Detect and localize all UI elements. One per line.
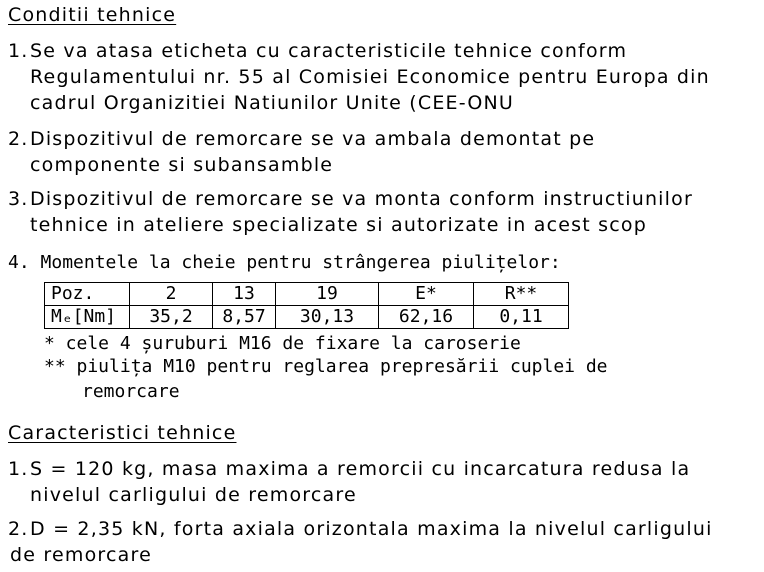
table-cell: 0,11: [474, 306, 569, 329]
item-number: 4.: [8, 252, 30, 273]
item-number: 2.: [8, 518, 29, 540]
heading-caracteristici-tehnice: Caracteristici tehnice: [8, 422, 237, 444]
item-number: 2.: [8, 128, 29, 150]
table-cell: 35,2: [130, 306, 213, 329]
item-line: Dispozitivul de remorcare se va ambala demontat pe: [30, 128, 596, 150]
item-number: 1.: [8, 40, 29, 62]
table-header-row: [45, 283, 569, 306]
condition-item-1: [8, 38, 710, 116]
table-cell: 13: [213, 283, 276, 306]
item-line: de remorcare: [10, 544, 152, 566]
table-cell: 2: [130, 283, 213, 306]
table-cell: R**: [474, 283, 569, 306]
characteristic-item-1: [8, 456, 690, 508]
torque-table: [44, 282, 569, 329]
table-row: [45, 306, 569, 329]
item-text: Momentele la cheie pentru strângerea piulițelor:: [40, 252, 561, 273]
table-cell: Poz.: [45, 283, 130, 306]
condition-item-4: [8, 251, 561, 275]
footnote-2: ** piulița M10 pentru reglarea prepresării cuplei de: [44, 356, 608, 377]
item-line: cadrul Organizitiei Natiunilor Unite (CEE-ONU: [30, 92, 515, 114]
table-cell: E*: [379, 283, 474, 306]
table-cell: Mₑ[Nm]: [45, 306, 130, 329]
item-line: S = 120 kg, masa maxima a remorcii cu incarcatura redusa la: [30, 458, 691, 480]
item-line: tehnice in ateliere specializate si autorizate in acest scop: [30, 214, 647, 236]
characteristic-item-2: [8, 516, 713, 568]
condition-item-3: [8, 186, 693, 238]
item-line: Se va atasa eticheta cu caracteristicile tehnice conform: [30, 40, 628, 62]
item-line: Dispozitivul de remorcare se va monta conform instructiunilor: [30, 188, 693, 210]
condition-item-2: [8, 126, 595, 178]
item-number: 3.: [8, 188, 29, 210]
footnote-1: * cele 4 șuruburi M16 de fixare la caroserie: [44, 333, 521, 354]
footnote-2-continued: remorcare: [82, 381, 180, 402]
item-line: nivelul carligului de remorcare: [30, 484, 357, 506]
item-number: 1.: [8, 458, 29, 480]
table-cell: 8,57: [213, 306, 276, 329]
item-line: D = 2,35 kN, forta axiala orizontala maxima la nivelul carligului: [30, 518, 713, 540]
heading-conditii-tehnice: Conditii tehnice: [8, 4, 177, 26]
table-cell: 19: [276, 283, 379, 306]
item-line: componente si subansamble: [30, 154, 334, 176]
table-cell: 30,13: [276, 306, 379, 329]
table-cell: 62,16: [379, 306, 474, 329]
item-line: Regulamentului nr. 55 al Comisiei Economice pentru Europa din: [30, 66, 710, 88]
